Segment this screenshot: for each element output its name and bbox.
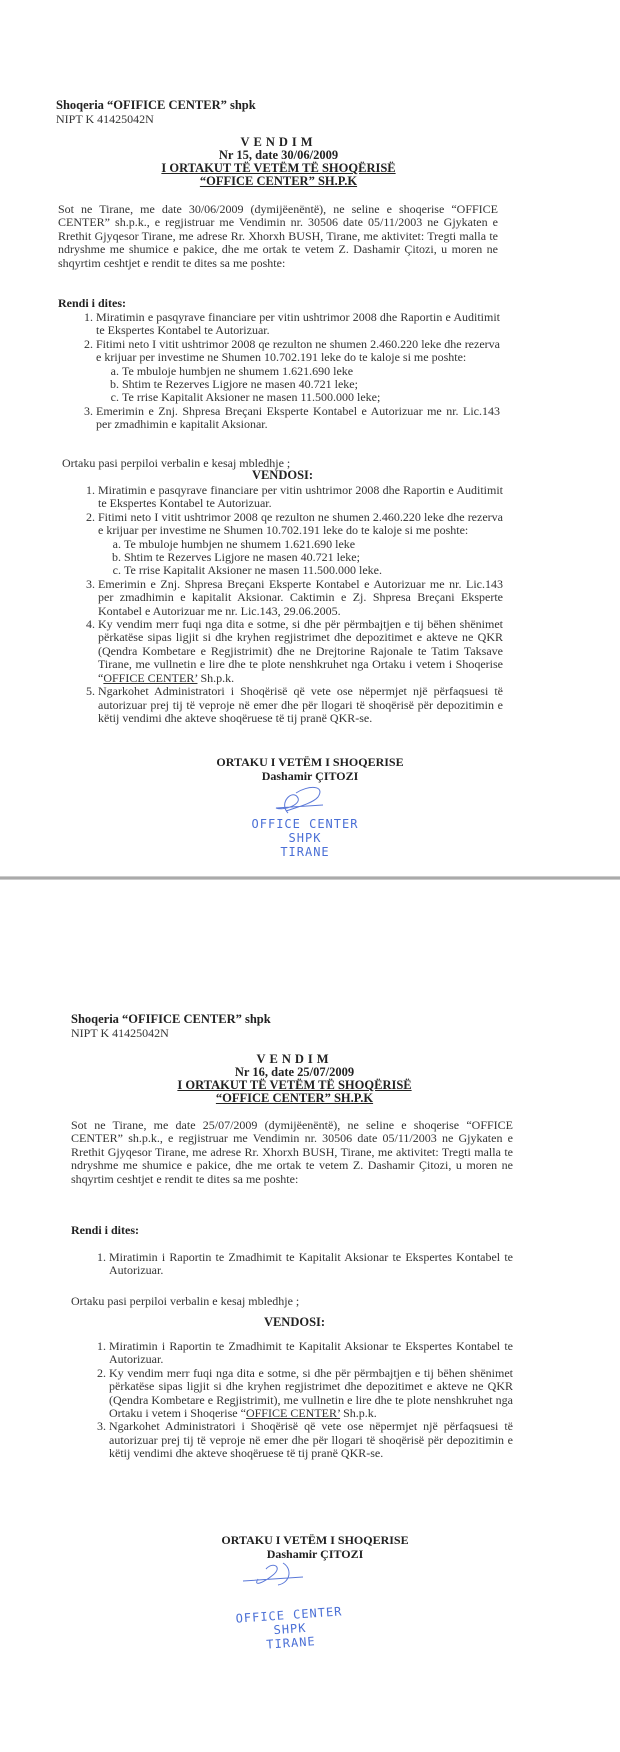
decision-item: 3. Emerimin e Znj. Shpresa Breçani Eksperte Kontabel e Autorizuar me nr. Lic.143 per zmadhimin e kapitalit Aksionar. Caktimin e Zj. Shpresa Breçani Eksperte Kontabel e Autorizuar me nr. Lic.143, 29.06.2005. bbox=[98, 578, 503, 618]
agenda-item: 1. Miratimin e pasqyrave financiare per vitin ushtrimor 2008 dhe Raportin e Auditimit te Ekspertes Kontabel te Autorizuar. bbox=[96, 311, 500, 338]
decided-label: VENDOSI: bbox=[251, 468, 314, 482]
agenda-item-text: Fitimi neto I vitit ushtrimor 2008 qe rezulton ne shumen 2.460.220 leke dhe rezerva e krijuar per investime ne Shumen 10.702.191 leke do te kaloje si me poshte: bbox=[96, 336, 500, 365]
agenda-section bbox=[71, 1223, 513, 1278]
decision-item-tail: Sh.p.k. bbox=[340, 1406, 377, 1421]
decision-title: VENDIM bbox=[240, 135, 317, 149]
decision-item bbox=[109, 1367, 513, 1421]
decision-item: 3. Ngarkohet Administratori i Shoqërisë që vete ose nëpermjet një përfaqsuesi të autorizuar prej tij të veproje në emer dhe për llogari të shoqërisë për depozitimin e këtij vendimi dhe akteve shoqëruese të tij pranë QKR-se. bbox=[109, 1420, 513, 1460]
company-stamp bbox=[214, 1603, 367, 1655]
company-stamp bbox=[230, 817, 380, 859]
stamp-line: OFFICE CENTER bbox=[235, 1604, 343, 1626]
decision-item-text: Ky vendim merr fuqi nga dita e sotme, si dhe për përmbajtjen e tij bëhen shënimet përkatëse sipas ligjit si dhe kryhen regjistrimet dhe depozitimet e akteve ne QKR (Qendra Kombetare e Regjistrimit), me vullnetin e lire dhe te plote nenshkruhet nga Ortaku i vetem i Shoqerise “ bbox=[109, 1365, 513, 1421]
agenda-subitem: c. Te rrise Kapitalit Aksioner ne masen 11.500.000 leke; bbox=[122, 391, 500, 404]
decision-heading bbox=[56, 136, 501, 188]
signature-title: ORTAKU I VETËM I SHOQERISE bbox=[216, 755, 404, 769]
decided-label: VENDOSI: bbox=[263, 1315, 326, 1329]
company-name: Shoqeria “OFIFICE CENTER” shpk bbox=[56, 98, 256, 112]
agenda-subitem: a. Te mbuloje humbjen ne shumem 1.621.690 leke bbox=[122, 365, 500, 378]
decisions-section bbox=[60, 484, 503, 725]
company-nipt: NIPT K 41425042N bbox=[71, 1026, 169, 1040]
decision-item bbox=[98, 618, 503, 685]
decision-heading bbox=[72, 1053, 517, 1105]
signature-title: ORTAKU I VETËM I SHOQERISE bbox=[221, 1533, 409, 1547]
signature-name: Dashamir ÇITOZI bbox=[266, 1547, 364, 1561]
decision-title: VENDIM bbox=[256, 1052, 333, 1066]
stamp-line: OFFICE CENTER bbox=[251, 817, 359, 831]
decision-number: Nr 16, date 25/07/2009 bbox=[234, 1065, 355, 1079]
document-page-2 bbox=[0, 880, 620, 1752]
stamp-line: SHPK bbox=[288, 831, 322, 845]
decision-item: 1. Miratimin e pasqyrave financiare per vitin ushtrimor 2008 dhe Raportin e Auditimit te Ekspertes Kontabel te Autorizuar. bbox=[98, 484, 503, 511]
decision-subtitle: I ORTAKUT TË VETËM TË SHOQËRISË bbox=[161, 161, 396, 175]
decision-number: Nr 15, date 30/06/2009 bbox=[218, 148, 339, 162]
agenda-item: 3. Emerimin e Znj. Shpresa Breçani Eksperte Kontabel e Autorizuar me nr. Lic.143 per zmadhimin e kapitalit Aksionar. bbox=[96, 405, 500, 432]
handwritten-signature bbox=[268, 783, 328, 817]
decision-subitem: b. Shtim te Rezerves Ligjore ne masen 40.721 leke; bbox=[124, 551, 503, 564]
stamp-line: SHPK bbox=[273, 1620, 307, 1638]
agenda-label: Rendi i dites: bbox=[58, 296, 127, 310]
agenda-label: Rendi i dites: bbox=[71, 1223, 140, 1237]
agenda-item bbox=[96, 338, 500, 405]
decision-item-tail: Sh.p.k. bbox=[197, 670, 235, 685]
decision-item-text: Ky vendim merr fuqi nga dita e sotme, si dhe për përmbajtjen e tij bëhen shënimet përkatëse sipas ligjit si dhe kryhen regjistrimet dhe depozitimet e akteve ne QKR (Qendra Kombetare e Regjistrimit) dhe ne Drejtorine Rajonale te Tatim Taksave Tirane, me vullnetin e lire dhe te plote nenshkruhet nga Ortaku i vetem i Shoqerise “ bbox=[98, 617, 503, 685]
company-nipt: NIPT K 41425042N bbox=[56, 112, 154, 126]
company-name: Shoqeria “OFIFICE CENTER” shpk bbox=[71, 1012, 271, 1026]
decisions-section bbox=[71, 1340, 513, 1461]
company-name-underlined: OFFICE CENTER’ bbox=[103, 670, 198, 685]
intro-paragraph: Sot ne Tirane, me date 30/06/2009 (dymijëenëntë), ne seline e shoqerise “OFFICE CENTER” sh.p.k., e regjistruar me Vendimin nr. 30506 date 05/11/2003 ne Gjykaten e Rrethit Gjyqesor Tirane, me adrese Rr. Xhorxh BUSH, Tirane, me aktivitet: Tregti malla te ndryshme me shumice e pakice, dhe me ortak te vetem Z. Dashamir Çitozi, u moren ne shqyrtim ceshtjet e rendit te dites sa me poshte: bbox=[58, 202, 498, 270]
decision-subtitle: I ORTAKUT TË VETËM TË SHOQËRISË bbox=[177, 1078, 412, 1092]
intro-paragraph: Sot ne Tirane, me date 25/07/2009 (dymijëenëntë), ne seline e shoqerise “OFFICE CENTER” sh.p.k., e regjistruar me Vendimin nr. 30506 date 05/11/2003 ne Gjykaten e Rrethit Gjyqesor Tirane, me adrese Rr. Xhorxh BUSH, Tirane, me aktivitet: Tregti malla te ndryshme me shumice e pakice, dhe me ortak te vetem Z. Dashamir Çitozi, u moren ne shqyrtim ceshtjet e rendit te dites sa me poshte: bbox=[71, 1118, 513, 1186]
agenda-section bbox=[58, 296, 500, 432]
decision-item bbox=[98, 511, 503, 578]
stamp-line: TIRANE bbox=[280, 845, 330, 859]
decision-subitem: c. Te rrise Kapitalit Aksioner ne masen 11.500.000 leke. bbox=[124, 564, 503, 577]
signature-block bbox=[155, 1533, 475, 1561]
agenda-subitem: b. Shtim te Rezerves Ligjore ne masen 40.721 leke; bbox=[122, 378, 500, 391]
ortaku-line: Ortaku pasi perpiloi verbalin e kesaj mbledhje ; bbox=[62, 456, 291, 470]
decision-item: 5. Ngarkohet Administratori i Shoqërisë që vete ose nëpermjet një përfaqsuesi të autorizuar prej tij të veproje në emer dhe për llogari të shoqërisë për depozitimin e këtij vendimi dhe akteve shoqëruese të tij pranë QKR-se. bbox=[98, 685, 503, 725]
decision-item: 1. Miratimin i Raportin te Zmadhimit te Kapitalit Aksionar te Ekspertes Kontabel te Autorizuar. bbox=[109, 1340, 513, 1367]
company-subtitle: “OFFICE CENTER” SH.P.K bbox=[199, 174, 358, 188]
company-subtitle: “OFFICE CENTER” SH.P.K bbox=[215, 1091, 374, 1105]
agenda-item: 1. Miratimin i Raportin te Zmadhimit te Kapitalit Aksionar te Ekspertes Kontabel te Autorizuar. bbox=[109, 1251, 513, 1278]
company-name-underlined: OFFICE CENTER’ bbox=[245, 1406, 341, 1421]
stamp-line: TIRANE bbox=[265, 1634, 317, 1652]
signature-name: Dashamir ÇITOZI bbox=[261, 769, 359, 783]
ortaku-line: Ortaku pasi perpiloi verbalin e kesaj mbledhje ; bbox=[71, 1294, 300, 1308]
signature-block bbox=[150, 755, 470, 783]
decision-item-text: Fitimi neto I vitit ushtrimor 2008 qe rezulton ne shumen 2.460.220 leke dhe rezerva e krijuar per investime ne Shumen 10.702.191 leke do te kaloje si me poshte: bbox=[98, 509, 503, 538]
handwritten-signature bbox=[238, 1561, 308, 1593]
decision-subitem: a. Te mbuloje humbjen ne shumem 1.621.690 leke bbox=[124, 538, 503, 551]
